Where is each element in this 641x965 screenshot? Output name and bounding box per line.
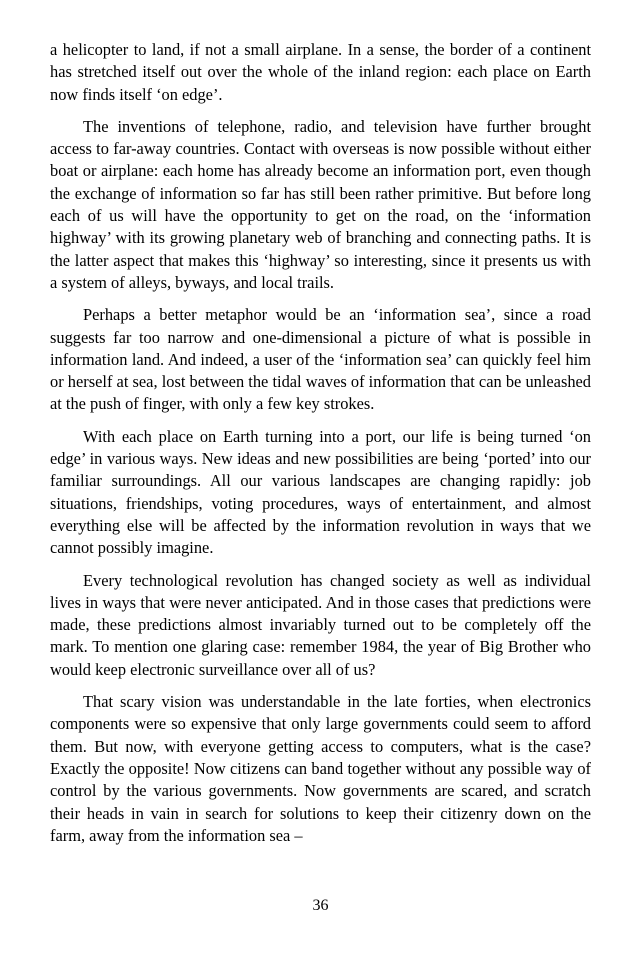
paragraph-2: The inventions of telephone, radio, and television have further brought access to far-away countries. Contact with overseas is now possible without either boat or airplane: each home has already become an information port, even though the exchange of information so far has still been rather primitive. But before long each of us will have the opportunity to get on the road, on the ‘information highway’ with its growing planetary web of branching and connecting paths. It is the latter aspect that makes this ‘highway’ so interesting, since it presents us with a system of alleys, byways, and local trails. [50,116,591,292]
paragraph-4: With each place on Earth turning into a port, our life is being turned ‘on edge’ in various ways. New ideas and new possibilities are being ‘ported’ into our familiar surroundings. All our various landscapes are changing rapidly: job situations, friendships, voting procedures, ways of entertainment, and almost everything else will be affected by the information revolution in ways that we cannot possibly imagine. [50,426,591,558]
paragraph-1: a helicopter to land, if not a small airplane. In a sense, the border of a continent has stretched itself out over the whole of the inland region: each place on Earth now finds itself ‘on edge’. [50,40,591,104]
paragraph-5: Every technological revolution has changed society as well as individual lives in ways that were never anticipated. And in those cases that predictions were made, these predictions almost invariably turned out to be completely off the mark. To mention one glaring case: remember 1984, the year of Big Brother who would keep electronic surveillance over all of us? [50,570,591,679]
paragraph-6: That scary vision was understandable in the late forties, when electronics components were so expensive that only large governments could seem to afford them. But now, with everyone getting access to computers, what is the case? Exactly the opposite! Now citizens can band together without any possible way of control by the various governments. Now governments are scared, and scratch their heads in vain in search for solutions to keep their citizenry down on the farm, away from the information sea – [50,692,591,845]
page-body [50,39,591,857]
page-number: 36 [312,897,329,914]
paragraph-3: Perhaps a better metaphor would be an ‘information sea’, since a road suggests far too narrow and one-dimensional a picture of what is possible in information land. And indeed, a user of the ‘information sea’ can quickly feel him or herself at sea, lost between the tidal waves of information that can be unleashed at the push of finger, with only a few key strokes. [50,305,591,414]
